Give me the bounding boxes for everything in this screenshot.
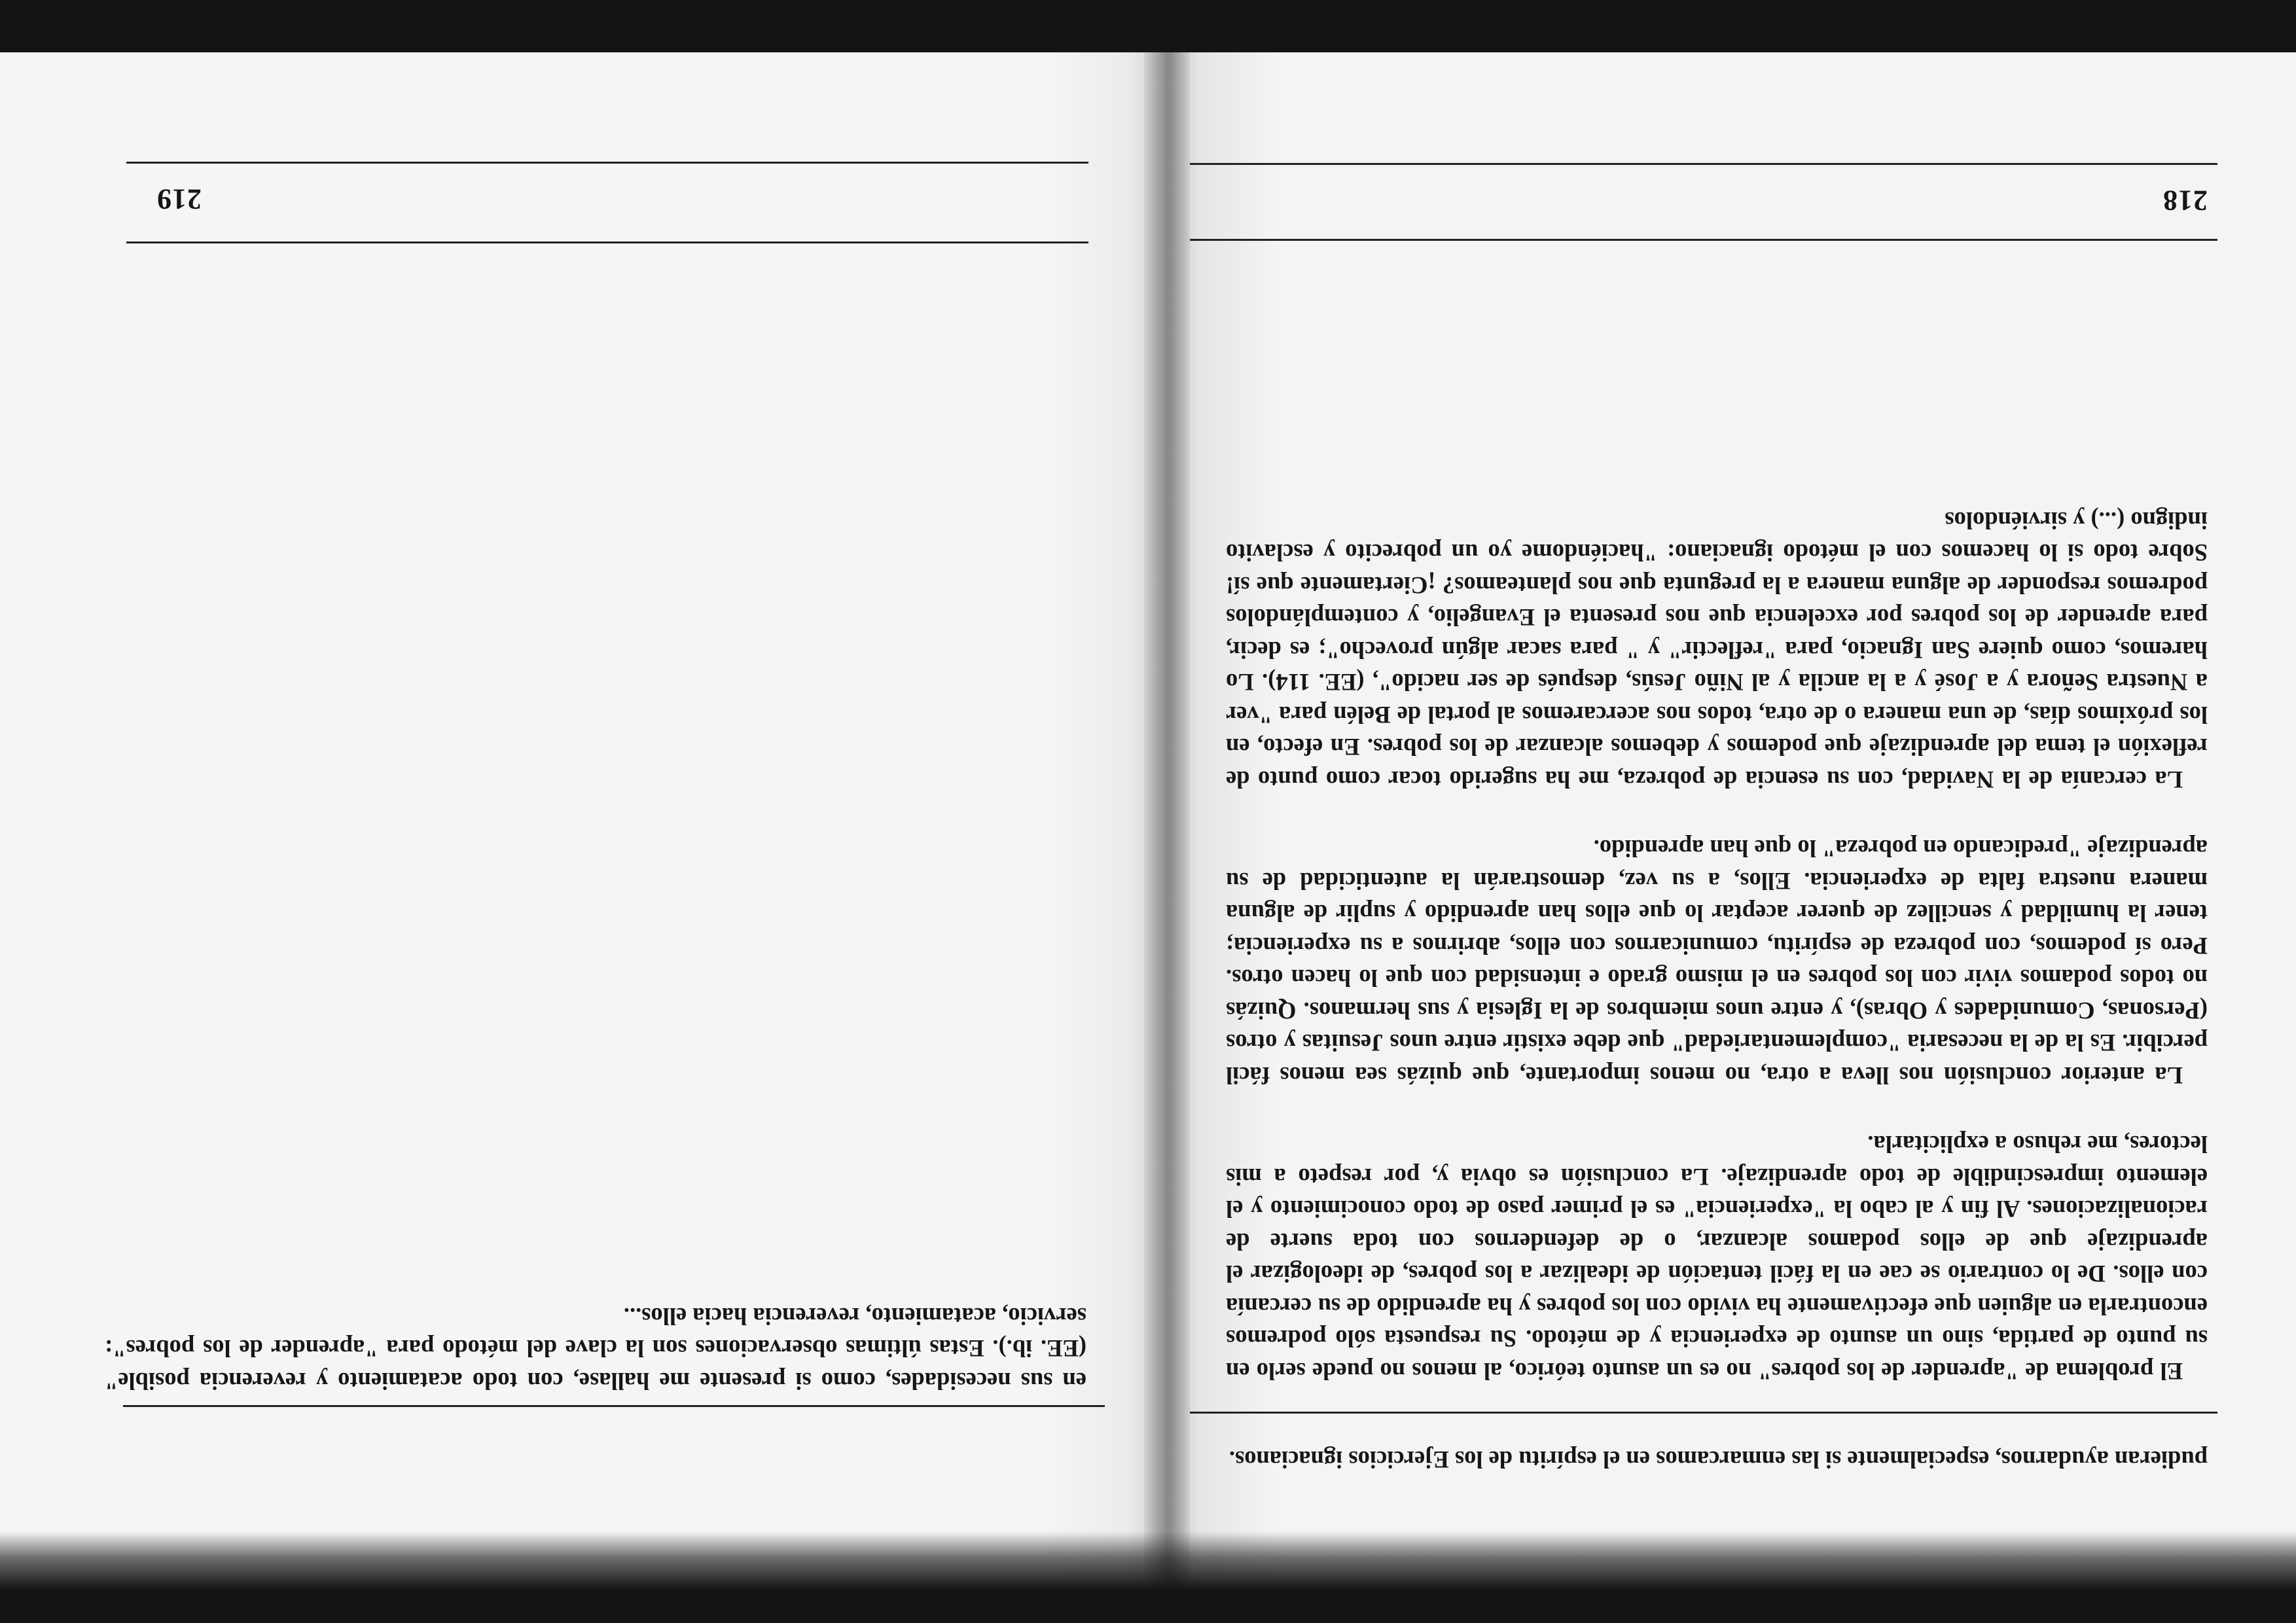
scan-edge-shadow — [0, 1531, 2296, 1623]
page-219 — [0, 52, 1170, 1623]
page-number: 219 — [156, 183, 202, 215]
top-rule — [123, 1405, 1105, 1407]
paragraph: en sus necesidades, como si presente me hallase, con todo acatamiento y reverencia posible" (EE. ib.). Estas últimas observaciones son la clave del método para "aprender de los pobres": servicio, acatamiento, reverencia hacia ellos... — [105, 1303, 1086, 1395]
body-text-main — [1226, 505, 2208, 1388]
body-text — [105, 1300, 1086, 1398]
header-rule-top — [126, 241, 1088, 243]
paragraph: pudieran ayudarnos, especialmente si las enmarcamos en el espíritu de los Ejercicios ignacianos. — [1229, 1446, 2208, 1473]
page-218 — [1160, 52, 2296, 1623]
header-rule-top — [1190, 239, 2217, 241]
top-rule — [1190, 1412, 2217, 1414]
paragraph: El problema de "aprender de los pobres" no es un asunto teórico, al menos no puede serlo en su punto de partida, sino un asunto de experiencia y de método. Su respuesta sólo podremos encontrarla en alguien que efectivamente ha vivido con los pobres y ha aprendido de su cercanía con ellos. De lo contrario se cae en la fácil tentación de idealizar a los pobres, de ideologizar el aprendizaje que de ellos podamos alcanzar, o de defendernos con toda suerte de racionalizaciones. Al fin y al cabo la "experiencia" es el primer paso de todo conocimiento y el elemento imprescindible de todo aprendizaje. La conclusión es obvia y, por respeto a mis lectores, me rehuso a explicitarla. — [1226, 1131, 2208, 1385]
body-text — [1226, 1444, 2208, 1476]
paragraph: La anterior conclusión nos lleva a otra, no menos importante, que quizás sea menos fácil percibir. Es la de la necesaria "complementariedad" que debe existir entre unos Jesuitas y otros (Personas, Comunidades y Obras), y entre unos miembros de la Iglesia y sus hermanos. Quizás no todos podamos vivir con los pobres en el mismo grado e intensidad con que lo hacen otros. Pero sí podemos, con pobreza de espíritu, comunicarnos con ellos, abrirnos a su experiencia; tener la humildad y sencillez de querer aceptar lo que ellos han aprendido y suplir de alguna manera nuestra falta de experiencia. Ellos, a su vez, demostrarán la autenticidad de su aprendizaje "predicando en pobreza" lo que han aprendido. — [1226, 835, 2208, 1089]
page-number: 218 — [2162, 185, 2208, 217]
gutter-shadow — [1144, 52, 1190, 1623]
header-rule-bottom — [1190, 163, 2217, 165]
header-rule-bottom — [126, 162, 1088, 164]
paragraph: La cercanía de la Navidad, con su esencia de pobreza, me ha sugerido tocar como punto de reflexión el tema del aprendizaje que podemos y debemos alcanzar de los pobres. En efecto, en los próximos días, de una manera o de otra, todos nos acercaremos al portal de Belén para "ver a Nuestra Señora y a José y a la ancila y al Niño Jesús, después de ser nacido", (EE. 114). Lo haremos, como quiere San Ignacio, para "reflectir" y " para sacar algún provecho"; es decir, para aprender de los pobres por excelencia que nos presenta el Evangelio, y contemplándolos podremos responder de alguna manera a la pregunta que nos planteamos? ¡Ciertamente que sí! Sobre todo si lo hacemos con el método ignaciano: "haciéndome yo un pobrecito y esclavito indigno (...) y sirviéndolos — [1226, 507, 2208, 793]
